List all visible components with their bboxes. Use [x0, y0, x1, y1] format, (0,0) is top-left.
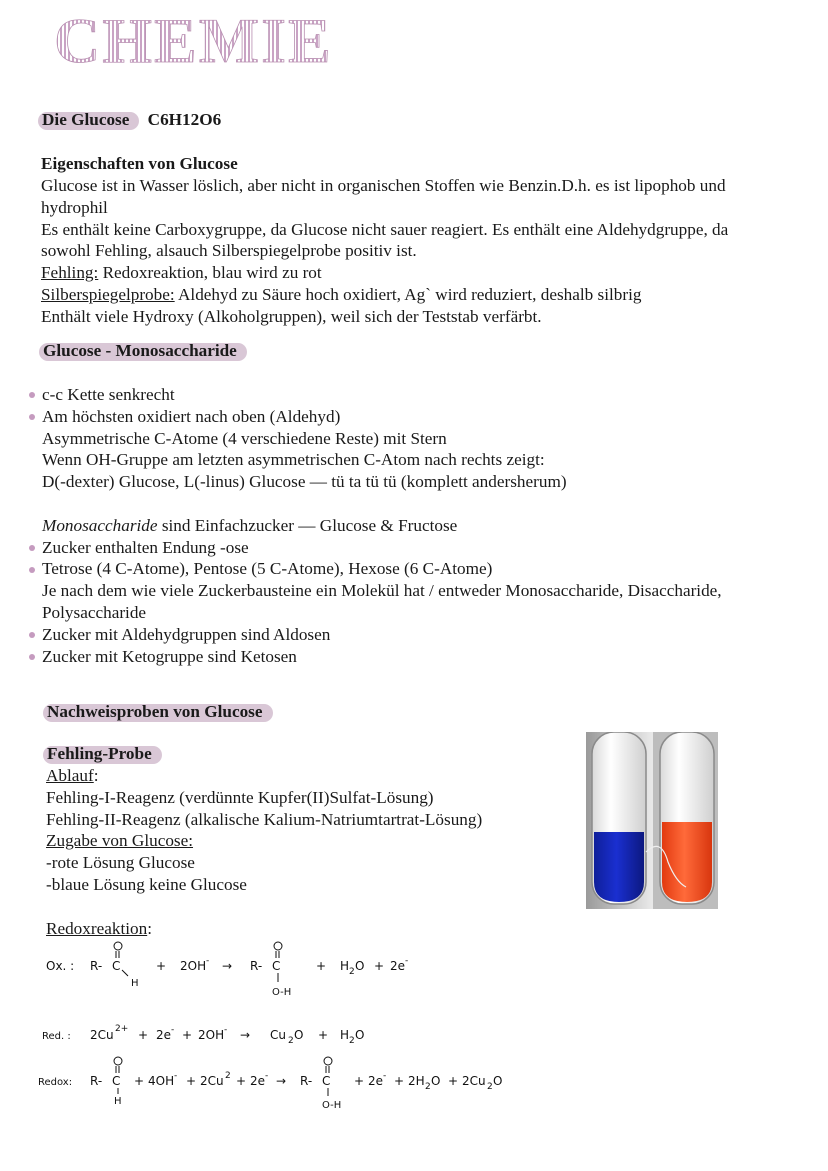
rx-cu: 2Cu [200, 1074, 224, 1088]
rx-cu2o: 2Cu [462, 1074, 486, 1088]
redox-heading [46, 918, 152, 940]
red-solution [662, 822, 712, 902]
ox-e: 2e [390, 959, 406, 973]
rx-plus5: + [394, 1074, 405, 1088]
fehling-text: Redoxreaktion, blau wird zu rot [98, 263, 322, 283]
bullet-dot [29, 414, 35, 420]
list-item: Tetrose (4 C-Atome), Pentose (5 C-Atome), Hexose (6 C-Atome) [42, 559, 493, 579]
red-cu: 2Cu [90, 1028, 114, 1042]
list-item: c-c Kette senkrecht [42, 385, 175, 404]
zugabe-label: Zugabe von Glucose: [46, 831, 194, 851]
ox-oh-bottom: O-H [272, 987, 292, 998]
ox-c2: C [272, 959, 281, 973]
rx-e2: 2e [368, 1074, 384, 1088]
fehling-text [46, 765, 482, 896]
fehling-label: Fehling: [41, 263, 99, 283]
spacer [42, 493, 722, 515]
red-cu-sup: 2+ [115, 1024, 129, 1034]
rx-cu2o-o: O [493, 1074, 503, 1088]
red-cu2o-o: O [294, 1028, 304, 1042]
red-cu2o-sub: 2 [288, 1036, 294, 1046]
text-line [46, 765, 482, 787]
title-formula: C6H12O6 [147, 110, 222, 129]
logo-text: CHEMIE [54, 6, 333, 70]
red-oh: 2OH [198, 1028, 225, 1042]
ox-r1: R- [90, 959, 103, 973]
rx-c2: C [322, 1074, 331, 1088]
ablauf-colon: : [93, 766, 99, 785]
ox-h2o-o: O [355, 959, 365, 973]
section-heading-nachweis [45, 701, 269, 723]
ox-c: C [112, 959, 121, 973]
text-line: Polysaccharide [42, 602, 147, 622]
red-arrow: → [240, 1028, 251, 1042]
rx-h2o-o: O [431, 1074, 441, 1088]
silber-text: Aldehyd zu Säure hoch oxidiert, Ag` wird reduziert, deshalb silbrig [174, 284, 642, 304]
eigenschaften-text [41, 175, 728, 328]
text-line: Asymmetrische C-Atome (4 verschiedene Reste) mit Stern [42, 428, 447, 448]
rx-oh-bottom: O-H [322, 1100, 342, 1111]
mono-def-italic: Monosaccharide [42, 515, 158, 535]
text-line: D(-dexter) Glucose, L(-linus) Glucose — tü ta tü tü (komplett andersherum) [42, 472, 567, 492]
redox-line-label: Redox: [38, 1077, 73, 1088]
rx-plus6: + [448, 1074, 459, 1088]
rx-r2: R- [300, 1074, 313, 1088]
ox-arrow: → [222, 959, 233, 973]
rx-oh-sup: - [174, 1071, 178, 1081]
rx-plus3: + [236, 1074, 247, 1088]
ox-h2o-sub: 2 [349, 967, 355, 977]
text-line [41, 262, 728, 284]
ox-r2: R- [250, 959, 263, 973]
rx-c: C [112, 1074, 121, 1088]
rx-plus4: + [354, 1074, 365, 1088]
red-cu2o: Cu [270, 1028, 286, 1042]
blue-solution [594, 832, 644, 902]
ox-oh-sup: - [206, 956, 210, 966]
redox-label: Redoxreaktion [46, 919, 148, 938]
text-line: -rote Lösung Glucose [46, 853, 195, 873]
ox-plus2: + [316, 959, 327, 973]
rx-plus1: + [134, 1074, 145, 1088]
rx-cu-sup: 2 [225, 1071, 231, 1081]
nachweis-heading: Nachweisproben von Glucose [45, 701, 269, 723]
red-label: Red. : [42, 1031, 71, 1042]
ox-e-sup: - [405, 956, 409, 966]
rx-plus2: + [186, 1074, 197, 1088]
rx-e: 2e [250, 1074, 266, 1088]
redox-equations [38, 940, 518, 1115]
bullet-dot [29, 654, 35, 660]
red-plus1: + [138, 1028, 149, 1042]
redox-colon: : [147, 919, 152, 938]
mono-text [42, 384, 722, 667]
fehling-heading: Fehling-Probe [45, 743, 158, 765]
section-heading-mono [41, 340, 243, 362]
rx-arrow: → [276, 1074, 287, 1088]
rx-h2o: 2H [408, 1074, 425, 1088]
bullet-dot [29, 632, 35, 638]
text-line [46, 830, 482, 852]
rx-e2-sup: - [383, 1071, 387, 1081]
text-line: -blaue Lösung keine Glucose [46, 874, 247, 894]
red-e-sup: - [171, 1025, 175, 1035]
rx-r1: R- [90, 1074, 103, 1088]
bullet-dot [29, 392, 35, 398]
text-line: Fehling-II-Reagenz (alkalische Kalium-Natriumtartrat-Lösung) [46, 809, 483, 829]
list-item: Zucker enthalten Endung -ose [42, 537, 249, 557]
red-e: 2e [156, 1028, 172, 1042]
ox-h2o-h: H [340, 959, 350, 973]
ablauf-label: Ablauf [46, 766, 94, 785]
red-h2o-sub: 2 [349, 1036, 355, 1046]
fehling-heading-wrap [45, 743, 158, 765]
text-line: sowohl Fehling, alsauch Silberspiegelprobe positiv ist. [41, 241, 417, 261]
text-line [42, 515, 722, 537]
text-line [41, 284, 728, 306]
mono-heading: Glucose - Monosaccharide [41, 340, 243, 362]
chemie-logo [52, 6, 352, 70]
text-line: hydrophil [41, 197, 108, 217]
red-oh-sup: - [224, 1025, 228, 1035]
mono-def-rest: sind Einfachzucker — Glucose & Fructose [157, 515, 458, 535]
text-line: Es enthält keine Carboxygruppe, da Glucose nicht sauer reagiert. Es enthält eine Aldehydgruppe, da [41, 219, 729, 239]
text-line: Je nach dem wie viele Zuckerbausteine ein Molekül hat / entweder Monosaccharide, Disaccharide, [42, 581, 722, 601]
silber-label: Silberspiegelprobe: [41, 284, 175, 304]
ox-oh: 2OH [180, 959, 207, 973]
red-h2o-o: O [355, 1028, 365, 1042]
text-line: Fehling-I-Reagenz (verdünnte Kupfer(II)Sulfat-Lösung) [46, 787, 434, 807]
ox-plus1: + [156, 959, 167, 973]
rx-cu2o-sub: 2 [487, 1082, 493, 1092]
list-item: Am höchsten oxidiert nach oben (Aldehyd) [42, 406, 341, 426]
text-line: Wenn OH-Gruppe am letzten asymmetrischen C-Atom nach rechts zeigt: [42, 450, 545, 470]
rx-e-sup: - [265, 1071, 269, 1081]
bullet-dot [29, 545, 35, 551]
ox-plus3: + [374, 959, 385, 973]
red-h2o: H [340, 1028, 350, 1042]
section-heading-eigenschaften: Eigenschaften von Glucose [41, 154, 238, 173]
test-tubes-photo [586, 732, 718, 909]
ox-h: H [131, 978, 139, 989]
page-title [40, 109, 221, 131]
rx-oh: 4OH [148, 1074, 175, 1088]
text-line: Enthält viele Hydroxy (Alkoholgruppen), weil sich der Teststab verfärbt. [41, 306, 542, 326]
red-plus3: + [318, 1028, 329, 1042]
rx-h: H [114, 1096, 122, 1107]
text-line: Glucose ist in Wasser löslich, aber nicht in organischen Stoffen wie Benzin.D.h. es ist lipophob und [41, 176, 726, 195]
list-item: Zucker mit Aldehydgruppen sind Aldosen [42, 624, 331, 644]
list-item: Zucker mit Ketogruppe sind Ketosen [42, 646, 297, 666]
title-label: Die Glucose [40, 109, 135, 131]
bullet-dot [29, 567, 35, 573]
red-plus2: + [182, 1028, 193, 1042]
rx-h2o-sub: 2 [425, 1082, 431, 1092]
ox-label: Ox. : [46, 959, 75, 973]
